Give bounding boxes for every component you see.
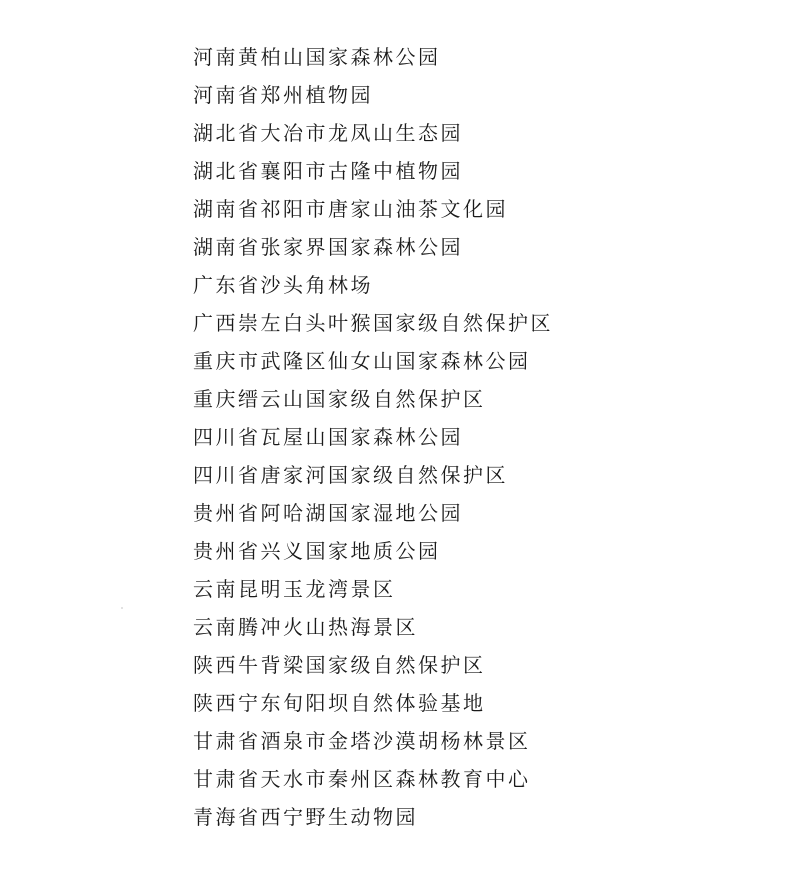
list-item: 湖北省大冶市龙凤山生态园	[193, 121, 463, 145]
list-item: 河南省郑州植物园	[193, 83, 373, 107]
list-item: 湖南省张家界国家森林公园	[193, 235, 463, 259]
list-item: 贵州省阿哈湖国家湿地公园	[193, 501, 463, 525]
list-item: 陕西牛背梁国家级自然保护区	[193, 653, 486, 677]
list-item: 重庆市武隆区仙女山国家森林公园	[193, 349, 531, 373]
list-item: 广东省沙头角林场	[193, 273, 373, 297]
list-item: 广西崇左白头叶猴国家级自然保护区	[193, 311, 553, 335]
list-item: 陕西宁东旬阳坝自然体验基地	[193, 691, 486, 715]
list-item: 贵州省兴义国家地质公园	[193, 539, 441, 563]
list-item: 河南黄柏山国家森林公园	[193, 45, 441, 69]
list-item: 青海省西宁野生动物园	[193, 805, 418, 829]
list-item: 重庆缙云山国家级自然保护区	[193, 387, 486, 411]
list-item: 四川省唐家河国家级自然保护区	[193, 463, 508, 487]
list-item: 甘肃省天水市秦州区森林教育中心	[193, 767, 531, 791]
list-item: 四川省瓦屋山国家森林公园	[193, 425, 463, 449]
list-item: 湖北省襄阳市古隆中植物园	[193, 159, 463, 183]
list-item: 云南昆明玉龙湾景区	[193, 577, 396, 601]
site-list	[193, 38, 553, 836]
scan-speck	[121, 607, 123, 609]
list-item: 湖南省祁阳市唐家山油茶文化园	[193, 197, 508, 221]
list-item: 甘肃省酒泉市金塔沙漠胡杨林景区	[193, 729, 531, 753]
list-item: 云南腾冲火山热海景区	[193, 615, 418, 639]
